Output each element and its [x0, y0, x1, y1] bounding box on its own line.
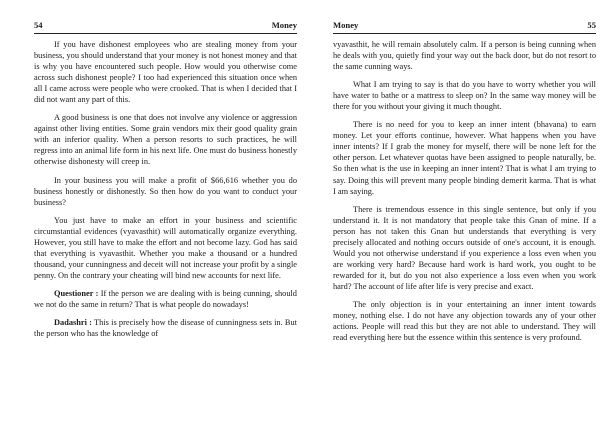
- left-page-body: [34, 39, 297, 346]
- paragraph: You just have to make an effort in your business and scientific circumstantial evidences (vyavasthit) will automatically organize everything. However, you still have to make the effort and not become lazy. God has said that everything is vyavasthit. Whether you make a thousand or a hundred thousand, your cunningness and deceit will not increase your profit by a single penny. On the contrary your cheating will bind new accounts for next life.: [34, 215, 297, 280]
- speaker-label: Dadashri :: [54, 318, 92, 328]
- left-page: [34, 0, 297, 446]
- paragraph: vyavasthit, he will remain absolutely calm. If a person is being cunning when he deals with you, quietly find your way out the back door, but do not resort to the same cunning ways.: [333, 40, 596, 72]
- left-page-header: [34, 20, 297, 31]
- paragraph: There is tremendous essence in this single sentence, but only if you understand it. It is not mandatory that people take this Gnan of mine. If a person has not taken this Gnan but understands that everything is very precisely allocated and nothing occurs outside of one's account, it is enough. Would you not otherwise understand if you experience a loss even when you are working very hard? Because hard work is hard work, you ought to be rewarded for it, but do you not also experience a loss even when you work hard? The account of life after life is very precise and exact.: [333, 204, 596, 291]
- right-page: [333, 0, 596, 446]
- dialogue-paragraph: Dadashri : This is precisely how the disease of cunningness sets in. But the person who has the knowledge of: [34, 318, 297, 339]
- paragraph: What I am trying to say is that do you have to worry whether you will have water to bathe or a mattress to sleep on? In the same way money will be there for you without your giving it much thought.: [333, 80, 596, 112]
- left-page-number: 54: [34, 20, 43, 30]
- left-header-rule: [34, 33, 297, 34]
- left-running-title: Money: [271, 20, 297, 30]
- right-page-body: [333, 39, 596, 350]
- paragraph: There is no need for you to keep an inner intent (bhavana) to earn money. Let your efforts continue, however. What happens when you have inner intents? If I grab the money for myself, there will be none left for the other person. Let whatever quotas have been assigned to people naturally, be. So then what is the use in keeping an inner intent? That is what I am trying to say. Doing this will prevent many people binding demerit karma. That is what I am saying.: [333, 120, 596, 196]
- dialogue-paragraph: Questioner : If the person we are dealing with is being cunning, should we not do the same in return? That is what people do nowadays!: [34, 288, 297, 309]
- right-running-title: Money: [333, 20, 359, 30]
- paragraph: If you have dishonest employees who are stealing money from your business, you should understand that your money is not honest money and that is why you have encountered such people. How would you otherwise come across such dishonest people? I too had experienced this situation once when all I came across were people who were crooked. That is when I decided that I did not want any part of this.: [34, 40, 297, 105]
- right-page-number: 55: [587, 20, 596, 30]
- paragraph: A good business is one that does not involve any violence or aggression against other living entities. Some grain vendors mix their good quality grain with an inferior quality. When a person resorts to such practices, he will regress into an animal life form in his next life. One must do business honestly otherwise dishonesty will creep in.: [34, 113, 297, 167]
- speaker-label: Questioner :: [54, 288, 99, 298]
- right-page-header: [333, 20, 596, 31]
- paragraph: In your business you will make a profit of $66,616 whether you do business honestly or dishonestly. So then how do you want to conduct your business?: [34, 175, 297, 207]
- right-header-rule: [333, 33, 596, 34]
- paragraph: The only objection is in your entertaining an inner intent towards money, nothing else. I do not have any objection towards any of your other actions. People will read this but they are not able to understand. They will read everything here but the essence within this sentence is very profound.: [333, 299, 596, 343]
